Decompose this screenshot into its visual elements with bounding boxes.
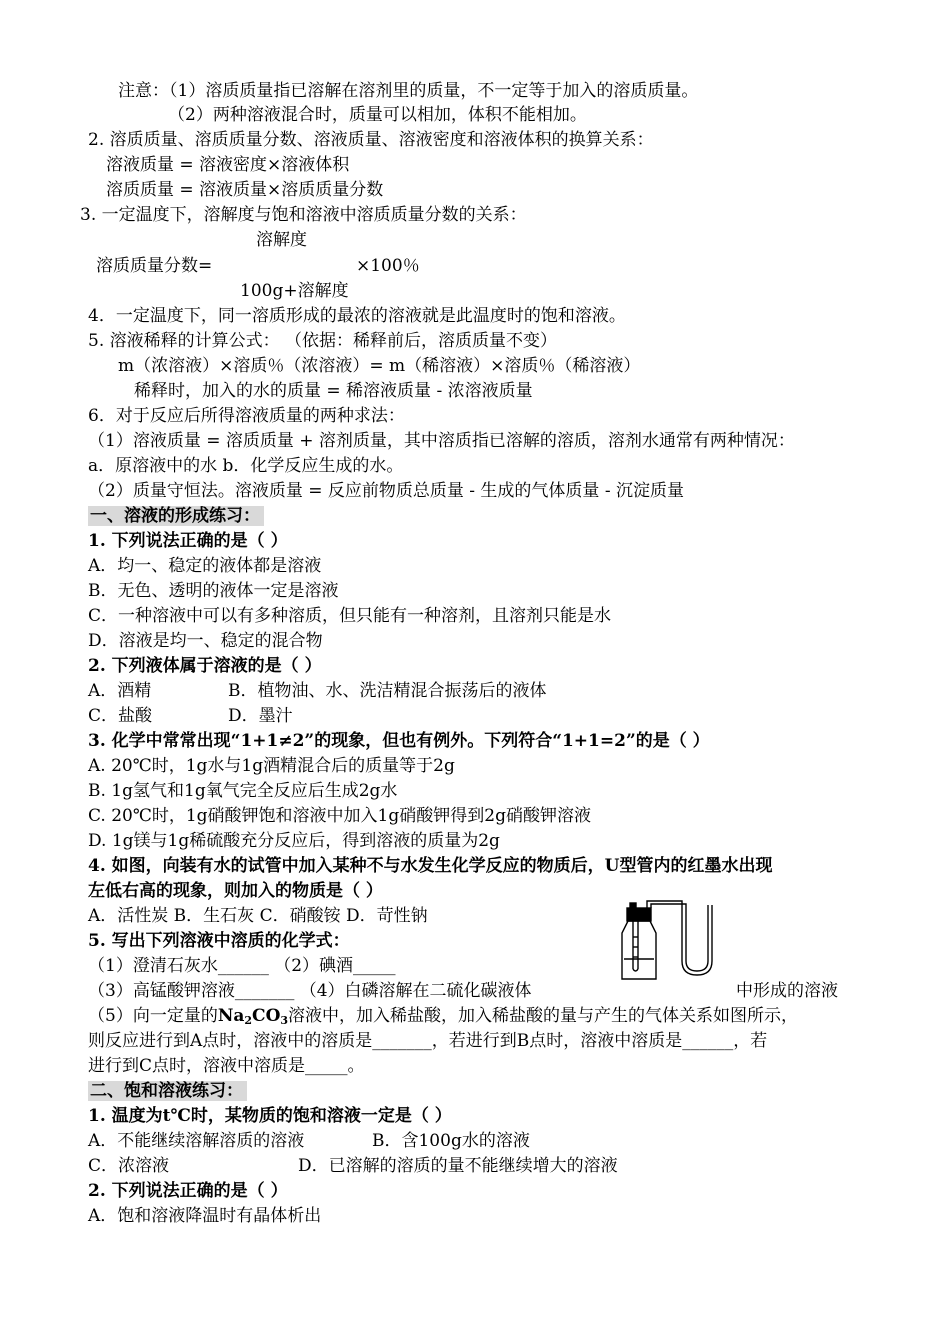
s1-q1-option-b: B．无色、透明的液体一定是溶液 [88, 581, 339, 601]
bottle-outline [622, 921, 656, 979]
s1-q4-stem-1: 4. 如图，向装有水的试管中加入某种不与水发生化学反应的物质后，U型管内的红墨水出现 [88, 856, 773, 876]
item5-formula-2: 稀释时，加入的水的质量 = 稀溶液质量 - 浓溶液质量 [134, 381, 533, 401]
note-1: 注意：（1）溶质质量指已溶解在溶剂里的质量，不一定等于加入的溶质质量。 [118, 81, 699, 101]
s1-q5-part-4-tail: 中形成的溶液 [736, 981, 838, 1001]
chem-sub-3: 3 [280, 1014, 289, 1027]
s1-q1-option-c: C．一种溶液中可以有多种溶质，但只能有一种溶剂，且溶剂只能是水 [88, 606, 612, 626]
s2-q1-option-b: B．含100g水的溶液 [372, 1131, 530, 1151]
s1-q3-option-b: B. 1g氢气和1g氧气完全反应后生成2g水 [88, 781, 398, 801]
item6-line-1: （1）溶液质量 = 溶质质量 + 溶剂质量，其中溶质指已溶解的溶质，溶剂水通常有两种情况： [88, 431, 795, 451]
s1-q5-p5-rest: 溶液中，加入稀盐酸，加入稀盐酸的量与产生的气体关系如图所示， [288, 1006, 799, 1026]
s1-q4-options: A．活性炭 B．生石灰 C．硝酸铵 D．苛性钠 [88, 906, 428, 926]
s1-q5-stem: 5. 写出下列溶液中溶质的化学式： [88, 931, 350, 951]
s1-q3-option-d: D. 1g镁与1g稀硫酸充分反应后，得到溶液的质量为2g [88, 831, 500, 851]
item5-formula-1: m（浓溶液）×溶质％（浓溶液）= m（稀溶液）×溶质％（稀溶液） [118, 356, 641, 376]
s2-q1-option-d: D．已溶解的溶质的量不能继续增大的溶液 [298, 1156, 618, 1176]
note-2: （2）两种溶液混合时，质量可以相加，体积不能相加。 [168, 105, 587, 125]
s1-q2-stem: 2. 下列液体属于溶液的是（ ） [88, 656, 322, 676]
item3-times: ×100％ [356, 256, 420, 276]
s1-q5-part-1-2: （1）澄清石灰水______ （2）碘酒_____ [88, 956, 396, 976]
chem-formula-na2co3 [218, 1006, 288, 1026]
s1-q3-option-c: C. 20℃时，1g硝酸钾饱和溶液中加入1g硝酸钾得到2g硝酸钾溶液 [88, 806, 591, 826]
item2-title: 2. 溶质质量、溶质质量分数、溶液质量、溶液密度和溶液体积的换算关系： [88, 130, 654, 150]
section-1-heading: 一、溶液的形成练习： [88, 506, 264, 526]
s1-q1-option-a: A．均一、稳定的液体都是溶液 [88, 556, 322, 576]
item3-title: 3. 一定温度下，溶解度与饱和溶液中溶质质量分数的关系： [80, 205, 527, 225]
s1-q3-stem: 3. 化学中常常出现“1+1≠2”的现象，但也有例外。下列符合“1+1=2”的是（ ） [88, 731, 710, 751]
item3-denominator: 100g+溶解度 [240, 281, 349, 301]
test-tube-bottom [633, 969, 638, 971]
s1-q5-part-5-line-2: 则反应进行到A点时，溶液中的溶质是_______，若进行到B点时，溶液中溶质是______，若 [88, 1031, 768, 1051]
item2-formula-2: 溶质质量 = 溶液质量×溶质质量分数 [106, 180, 384, 200]
s1-q5-p5-prefix: （5）向一定量的 [88, 1006, 218, 1026]
chem-sub-2: 2 [244, 1014, 253, 1027]
item3-numerator: 溶解度 [256, 230, 307, 250]
bottle-cap-left [630, 903, 636, 909]
s1-q5-part-5-line-1 [88, 1005, 798, 1027]
item4: 4．一定温度下，同一溶质形成的最浓的溶液就是此温度时的饱和溶液。 [88, 306, 626, 326]
s1-q3-option-a: A. 20℃时，1g水与1g酒精混合后的质量等于2g [88, 756, 455, 776]
s1-q4-stem-2: 左低右高的现象，则加入的物质是（ ） [88, 881, 383, 901]
item6-title: 6．对于反应后所得溶液质量的两种求法： [88, 406, 405, 426]
s1-q2-option-d: D．墨汁 [228, 706, 293, 726]
connecting-tube [647, 901, 682, 961]
s2-q1-option-c: C．浓溶液 [88, 1156, 170, 1176]
item6-line-3: （2）质量守恒法。溶液质量 = 反应前物质总质量 - 生成的气体质量 - 沉淀质量 [88, 481, 684, 501]
item6-line-2: a．原溶液中的水 b．化学反应生成的水。 [88, 456, 404, 476]
s1-q2-option-a: A．酒精 [88, 681, 152, 701]
s2-q2-stem: 2. 下列说法正确的是（ ） [88, 1181, 288, 1201]
s1-q1-option-d: D．溶液是均一、稳定的混合物 [88, 631, 323, 651]
chem-na: Na [217, 1006, 245, 1026]
s1-q2-option-b: B．植物油、水、洗洁精混合振荡后的液体 [228, 681, 547, 701]
s2-q2-option-a: A．饱和溶液降温时有晶体析出 [88, 1206, 322, 1226]
item3-lhs: 溶质质量分数= [96, 256, 213, 276]
chem-co: CO [252, 1006, 281, 1026]
item2-formula-1: 溶液质量 = 溶液密度×溶液体积 [106, 155, 350, 175]
bottle-u-tube-figure [612, 893, 732, 983]
s1-q2-option-c: C．盐酸 [88, 706, 153, 726]
s2-q1-option-a: A．不能继续溶解溶质的溶液 [88, 1131, 305, 1151]
s2-q1-stem: 1. 温度为t℃时，某物质的饱和溶液一定是（ ） [88, 1106, 452, 1126]
s1-q5-part-5-line-3: 进行到C点时，溶液中溶质是_____。 [88, 1056, 365, 1076]
bottle-stopper [627, 908, 651, 921]
section-2-heading: 二、饱和溶液练习： [88, 1081, 247, 1101]
s1-q1-stem: 1. 下列说法正确的是（ ） [88, 531, 288, 551]
item5-title: 5. 溶液稀释的计算公式： （依据：稀释前后，溶质质量不变） [88, 331, 558, 351]
s1-q5-part-3-4: （3）高锰酸钾溶液_______ （4）白磷溶解在二硫化碳液体 [88, 981, 532, 1001]
u-tube-bottom-inner [686, 961, 708, 971]
